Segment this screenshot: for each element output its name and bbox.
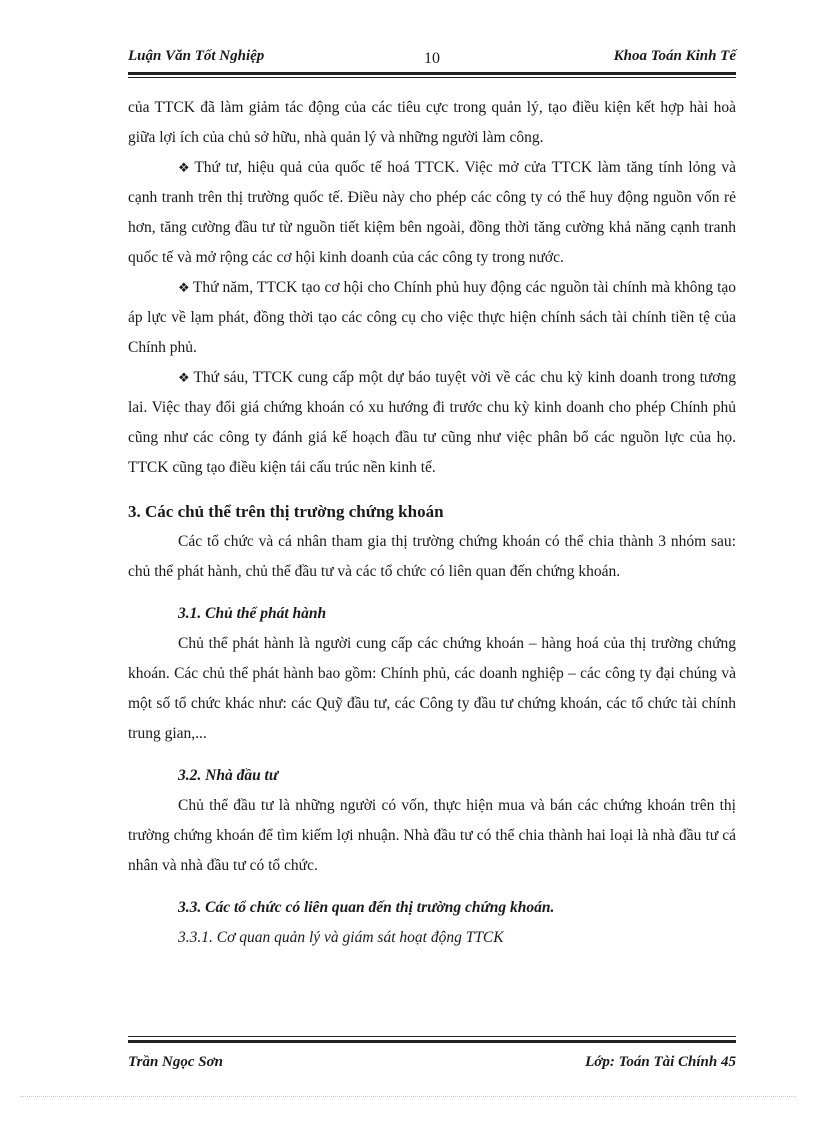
header-thesis-title: Luận Văn Tốt Nghiệp <box>128 48 265 64</box>
bullet-paragraph-6 <box>128 363 736 483</box>
paragraph-continuation: của TTCK đã làm giảm tác động của các tiêu cực trong quản lý, tạo điều kiện kết hợp hài hoà giữa lợi ích của chủ sở hữu, nhà quản lý và những người làm công. <box>128 99 736 146</box>
subsection-heading-3-2: 3.2. Nhà đầu tư <box>178 767 279 784</box>
bullet-text-4: Thứ tư, hiệu quả của quốc tế hoá TTCK. Việc mở cửa TTCK làm tăng tính lỏng và cạnh tranh trên thị trường quốc tế. Điều này cho phép các công ty có thể huy động nguồn vốn rẻ hơn, tăng cường đầu tư từ nguồn tiết kiệm bên ngoài, đồng thời tăng cường khả năng cạnh tranh quốc tế và mở rộng các cơ hội kinh doanh của các công ty trong nước. <box>128 159 736 266</box>
bullet-text-6: Thứ sáu, TTCK cung cấp một dự báo tuyệt vời về các chu kỳ kinh doanh trong tương lai. Việc thay đổi giá chứng khoán có xu hướng đi trước chu kỳ kinh doanh cho phép Chính phủ cũng như các công ty đánh giá kế hoạch đầu tư cũng như việc phân bổ các nguồn lực của họ. TTCK cũng tạo điều kiện tái cấu trúc nền kinh tế. <box>128 369 737 476</box>
subsection-heading-3-3: 3.3. Các tổ chức có liên quan đến thị trường chứng khoán. <box>178 899 555 916</box>
footer-class: Lớp: Toán Tài Chính 45 <box>585 1054 736 1070</box>
page-number: 10 <box>424 50 440 67</box>
section-3-paragraph: Các tổ chức và cá nhân tham gia thị trường chứng khoán có thể chia thành 3 nhóm sau: chủ thể phát hành, chủ thể đầu tư và các tổ chức có liên quan đến chứng khoán. <box>128 533 736 580</box>
footer-rule-thick <box>128 1040 736 1043</box>
footer-author: Trần Ngọc Sơn <box>128 1054 224 1070</box>
section-heading-3: 3. Các chủ thể trên thị trường chứng khoán <box>128 502 444 521</box>
diamond-bullet-icon: ❖ <box>178 160 192 175</box>
page-bottom-dotted-border <box>20 1096 796 1097</box>
document-body <box>128 93 736 953</box>
diamond-bullet-icon: ❖ <box>178 280 190 295</box>
page-header <box>128 48 736 70</box>
subsection-3-2-paragraph: Chủ thể đầu tư là những người có vốn, thực hiện mua và bán các chứng khoán trên thị trường chứng khoán để tìm kiếm lợi nhuận. Nhà đầu tư có thể chia thành hai loại là nhà đầu tư cá nhân và nhà đầu tư có tổ chức. <box>128 797 736 874</box>
header-faculty: Khoa Toán Kinh Tế <box>613 48 736 64</box>
bullet-paragraph-5 <box>128 273 736 363</box>
subsection-heading-3-3-1: 3.3.1. Cơ quan quản lý và giám sát hoạt động TTCK <box>178 929 504 946</box>
header-rule-thick <box>128 72 736 75</box>
bullet-text-5: Thứ năm, TTCK tạo cơ hội cho Chính phủ huy động các nguồn tài chính mà không tạo áp lực về lạm phát, đồng thời tạo các công cụ cho việc thực hiện chính sách tài chính tiền tệ của Chính phủ. <box>128 279 736 356</box>
bullet-paragraph-4 <box>128 153 736 273</box>
diamond-bullet-icon: ❖ <box>178 370 191 385</box>
subsection-heading-3-1: 3.1. Chủ thể phát hành <box>178 605 327 622</box>
footer-rule-thin <box>128 1036 736 1037</box>
subsection-3-1-paragraph: Chủ thể phát hành là người cung cấp các chứng khoán – hàng hoá của thị trường chứng khoán. Các chủ thể phát hành bao gồm: Chính phủ, các doanh nghiệp – các công ty đại chúng và một số tổ chức khác như: các Quỹ đầu tư, các Công ty đầu tư chứng khoán, các tổ chức tài chính trung gian,... <box>128 635 736 742</box>
page-footer <box>128 1054 736 1076</box>
header-rule-thin <box>128 77 736 78</box>
